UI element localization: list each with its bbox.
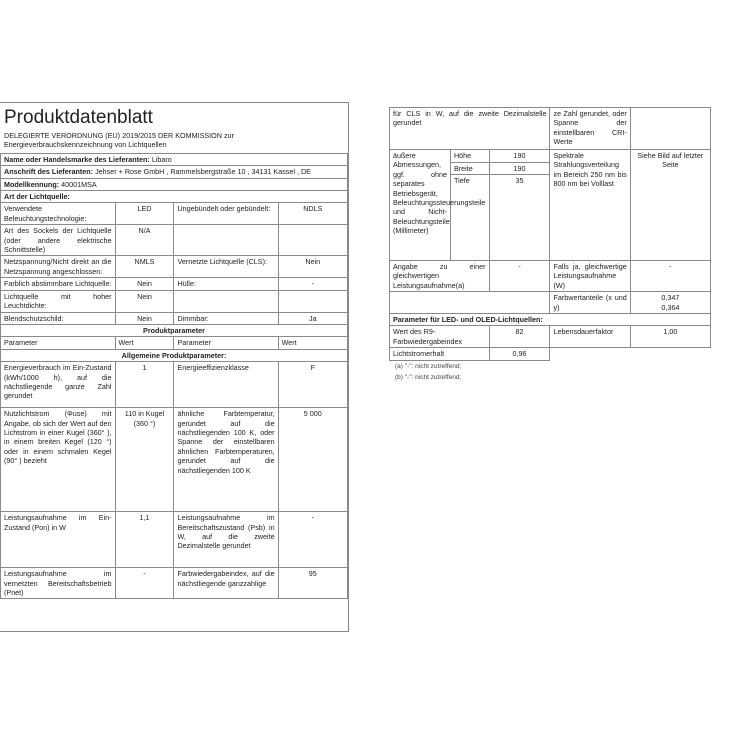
table-row (1, 203, 348, 225)
param-value: 1,1 (115, 512, 174, 568)
param-key: Energieeffizienzklasse (174, 362, 278, 408)
type-value: Nein (278, 256, 347, 278)
type-value: N/A (115, 225, 174, 256)
param-value: 1 (115, 362, 174, 408)
type-header: Art der Lichtquelle: (1, 191, 348, 203)
color-y: 0,364 (661, 302, 680, 312)
color-label: Farbwertanteile (x und y) (550, 292, 630, 314)
general-header: Allgemeine Produktparameter: (1, 349, 348, 361)
type-key: Verwendete Beleuchtungstechnologie: (1, 203, 116, 225)
product-params-header-row (1, 324, 348, 336)
type-key: Dimmbar: (174, 312, 278, 324)
param-key: Energieverbrauch im Ein-Zustand (kWh/1000 h), auf die nächstliegende ganze Zahl gerundet (1, 362, 116, 408)
led-header: Parameter für LED- und OLED-Lichtquellen: (390, 314, 711, 326)
dim-key: Höhe (450, 150, 489, 163)
color-x: 0,347 (661, 293, 680, 303)
model-value: 40001MSA (61, 179, 97, 189)
param-head-row (1, 337, 348, 349)
type-value: NMLS (115, 256, 174, 278)
type-key: Blendschutzschild: (1, 312, 116, 324)
type-value: Nein (115, 312, 174, 324)
param-key: Leistungsaufnahme im vernetzten Bereitschaftsbetrieb (Pnet) (1, 568, 116, 599)
dim-key: Breite (450, 162, 489, 175)
datasheet-left-page (0, 102, 349, 632)
table-row (1, 278, 348, 290)
param-value: F (278, 362, 347, 408)
type-key: Hülle: (174, 278, 278, 290)
dim-value: 190 (489, 150, 550, 163)
param-value: 1,00 (630, 326, 710, 348)
param-key: ze Zahl gerundet, oder Spanne der einstellbaren CRI-Werte (550, 108, 630, 150)
table-row (1, 512, 348, 568)
dim-value: 35 (489, 175, 550, 261)
footnote-a: (a) "-": nicht zutreffend; (395, 362, 462, 370)
color-values (630, 292, 710, 314)
footnote-b: (b) "-": nicht zutreffend; (395, 373, 462, 381)
model-label: Modellkennung: (4, 179, 60, 189)
supplier-address-label: Anschrift des Lieferanten: (4, 167, 94, 177)
dim-value: 190 (489, 162, 550, 175)
equiv-v2: - (630, 261, 710, 292)
table-row (1, 256, 348, 278)
col-header-value: Wert (115, 337, 174, 349)
param-key: Farbwiedergabeindex, auf die nächstliegende ganzzahlige (174, 568, 278, 599)
type-key: Art des Sockels der Lichtquelle (oder andere elektrische Schnittstelle) (1, 225, 116, 256)
type-value: NDLS (278, 203, 347, 225)
type-header-row (1, 191, 348, 203)
param-value (630, 108, 710, 150)
page-title: Produktdatenblatt (4, 107, 153, 128)
table-row (1, 568, 348, 599)
table-row (1, 225, 348, 256)
param-value: 95 (278, 568, 347, 599)
led-header-row (390, 314, 711, 326)
supplier-name-row (1, 153, 348, 165)
param-value: 110 in Kugel (360 °) (115, 408, 174, 512)
type-value: Nein (115, 278, 174, 290)
equiv-value: - (489, 261, 550, 292)
dimensions-label: äußere Abmessungen, ggf. ohne separates Betriebsgerät, Beleuchtungssteuerungsteile und Nicht-Beleuchtungsteile (Millimeter) (390, 150, 451, 261)
empty-cell (550, 348, 711, 360)
model-row (1, 178, 348, 190)
col-header-parameter: Parameter (1, 337, 116, 349)
param-key: Wert des R9-Farbwiedergabeindex (390, 326, 490, 348)
dim-key: Tiefe (450, 175, 489, 261)
param-key: Lichtstromerhalt (390, 348, 490, 360)
param-key: für CLS in W, auf die zweite Dezimalstelle gerundet (390, 108, 550, 150)
table-row (1, 312, 348, 324)
param-key: Leistungsaufnahme im Bereitschaftszustand (Psb) in W, auf die zweite Dezimalstelle gerundet (174, 512, 278, 568)
type-value (278, 290, 347, 312)
param-value: 0,96 (489, 348, 550, 360)
type-value: LED (115, 203, 174, 225)
supplier-address-value: Jehser + Rose GmbH , Rammelsbergstraße 10 , 34131 Kassel , DE (95, 167, 311, 177)
supplier-name-label: Name oder Handelsmarke des Lieferanten: (4, 154, 150, 164)
datasheet-right-page (389, 107, 711, 383)
type-key: Vernetzte Lichtquelle (CLS): (174, 256, 278, 278)
param-value: - (278, 512, 347, 568)
param-key: ähnliche Farbtemperatur, gerundet auf die nächstliegenden 100 K, oder Spanne der einstellbaren ähnlichen Farbtemperaturen, gerundet auf die nächstliegenden 100 K (174, 408, 278, 512)
param-key: Nutzlichtstrom (Φuse) mit Angabe, ob sich der Wert auf den Lichtstrom in einer Kugel (360° ), in einem breiten Kegel (120 °) oder in einem schmalen Kegel (90° ) bezieht (1, 408, 116, 512)
table-row (390, 326, 711, 348)
datasheet-table-right (389, 107, 711, 361)
param-value: 82 (489, 326, 550, 348)
type-value: Ja (278, 312, 347, 324)
col-header-parameter-2: Parameter (174, 337, 278, 349)
type-key: Lichtquelle mit hoher Leuchtdichte: (1, 290, 116, 312)
product-params-header: Produktparameter (1, 324, 348, 336)
equiv-k2: Falls ja, gleichwertige Leistungsaufnahme (W) (550, 261, 630, 292)
equiv-label: Angabe zu einer gleichwertigen Leistungsaufnahme(a) (390, 261, 490, 292)
type-key (174, 225, 278, 256)
general-header-row (1, 349, 348, 361)
dimensions-row (390, 150, 711, 163)
param-value: 5 000 (278, 408, 347, 512)
table-row (1, 362, 348, 408)
equivalent-power-row (390, 261, 711, 292)
table-row (1, 290, 348, 312)
type-value: Nein (115, 290, 174, 312)
type-key: Ungebündelt oder gebündelt: (174, 203, 278, 225)
table-row (1, 408, 348, 512)
supplier-name-value: Libaro (151, 154, 172, 164)
type-key (174, 290, 278, 312)
type-key: Netzspannung/Nicht direkt an die Netzspannung angeschlossen: (1, 256, 116, 278)
param-value: - (115, 568, 174, 599)
col-header-value-2: Wert (278, 337, 347, 349)
type-value: - (278, 278, 347, 290)
datasheet-table-left (0, 153, 348, 600)
empty-cell (390, 292, 550, 314)
param-key: Leistungsaufnahme im Ein-Zustand (Pon) in W (1, 512, 116, 568)
param-key: Lebensdauerfaktor (550, 326, 630, 348)
type-value (278, 225, 347, 256)
supplier-address-row (1, 166, 348, 178)
type-key: Farblich abstimmbare Lichtquelle: (1, 278, 116, 290)
regulation-text: DELEGIERTE VERORDNUNG (EU) 2019/2015 DER KOMMISSION zur Energieverbrauchskennzeichnung von Lichtquellen (4, 131, 234, 150)
color-coordinates-row (390, 292, 711, 314)
spectral-label: Spektrale Strahlungsverteilung im Bereich 250 nm bis 800 nm bei Volllast (550, 150, 630, 261)
spectral-value: Siehe Bild auf letzter Seite (630, 150, 710, 261)
continued-row (390, 108, 711, 150)
table-row (390, 348, 711, 360)
